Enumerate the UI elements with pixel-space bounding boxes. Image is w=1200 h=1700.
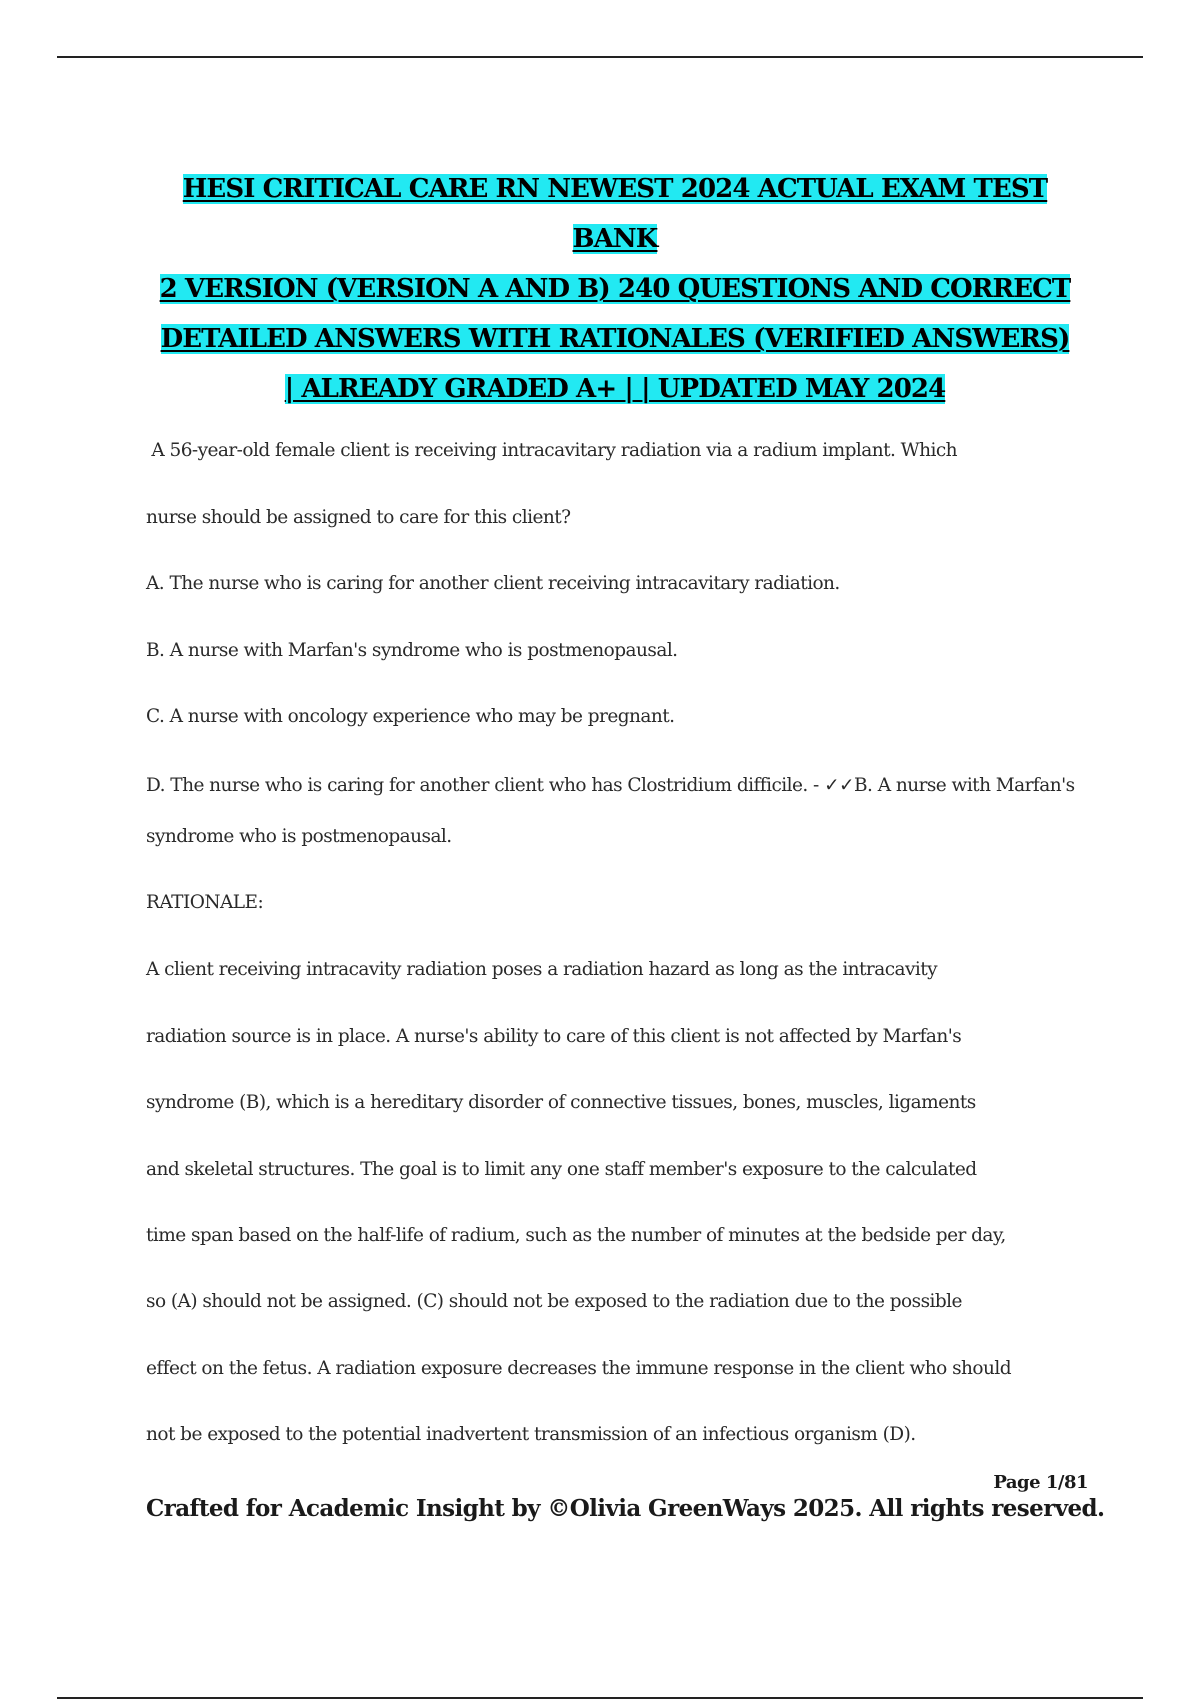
option-a: A. The nurse who is caring for another client receiving intracavitary radiation. bbox=[146, 573, 840, 594]
title-line-4: | ALREADY GRADED A+ | | UPDATED MAY 2024 bbox=[284, 374, 946, 404]
bottom-divider bbox=[57, 1697, 1143, 1699]
option-d-with-answer: D. The nurse who is caring for another client who has Clostridium difficile. - ✓✓B. A nurse with Marfan's bbox=[146, 775, 1075, 796]
page-number: Page 1/81 bbox=[993, 1472, 1088, 1493]
title-line-2: 2 VERSION (VERSION A AND B) 240 QUESTIONS AND CORRECT bbox=[159, 274, 1071, 304]
rationale-line-3: syndrome (B), which is a hereditary disorder of connective tissues, bones, muscles, ligaments bbox=[146, 1092, 976, 1113]
footer-copyright: Crafted for Academic Insight by ©Olivia GreenWays 2025. All rights reserved. bbox=[146, 1495, 1105, 1522]
document-title bbox=[140, 164, 1090, 414]
rationale-line-1: A client receiving intracavity radiation poses a radiation hazard as long as the intracavity bbox=[146, 959, 938, 980]
rationale-line-8: not be exposed to the potential inadvertent transmission of an infectious organism (D). bbox=[146, 1424, 916, 1445]
answer-continuation: syndrome who is postmenopausal. bbox=[146, 826, 452, 847]
title-line-3: DETAILED ANSWERS WITH RATIONALES (VERIFIED ANSWERS) bbox=[160, 324, 1070, 354]
title-line-1: HESI CRITICAL CARE RN NEWEST 2024 ACTUAL EXAM TEST BANK bbox=[182, 174, 1048, 254]
option-b: B. A nurse with Marfan's syndrome who is postmenopausal. bbox=[146, 640, 678, 661]
question-stem-line-1: A 56-year-old female client is receiving intracavitary radiation via a radium implant. Which bbox=[146, 440, 957, 461]
question-stem-line-2: nurse should be assigned to care for this client? bbox=[146, 507, 571, 528]
rationale-line-6: so (A) should not be assigned. (C) should not be exposed to the radiation due to the possible bbox=[146, 1291, 962, 1312]
rationale-line-2: radiation source is in place. A nurse's ability to care of this client is not affected by Marfan's bbox=[146, 1026, 962, 1047]
rationale-line-4: and skeletal structures. The goal is to limit any one staff member's exposure to the calculated bbox=[146, 1159, 977, 1180]
rationale-line-7: effect on the fetus. A radiation exposure decreases the immune response in the client who should bbox=[146, 1358, 1011, 1379]
rationale-line-5: time span based on the half-life of radium, such as the number of minutes at the bedside per day, bbox=[146, 1225, 1006, 1246]
top-divider bbox=[57, 56, 1143, 58]
option-c: C. A nurse with oncology experience who may be pregnant. bbox=[146, 706, 675, 727]
rationale-label: RATIONALE: bbox=[146, 892, 264, 913]
